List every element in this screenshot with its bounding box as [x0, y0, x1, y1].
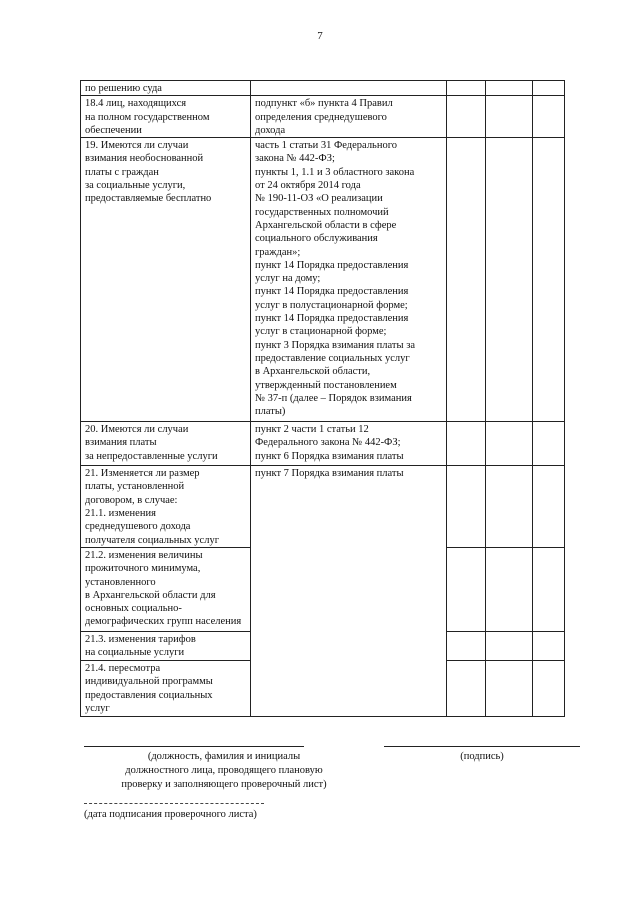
question-cell: 18.4 лиц, находящихся на полном государственном обеспечении — [81, 96, 251, 138]
question-cell: 21.2. изменения величины прожиточного минимума, установленного в Архангельской области для основных социально- демографических групп населения — [81, 547, 251, 631]
answer-yes-cell[interactable] — [447, 96, 486, 138]
table-row — [81, 138, 565, 422]
answer-na-cell[interactable] — [533, 466, 565, 548]
checklist-table — [80, 80, 565, 717]
answer-yes-cell[interactable] — [447, 466, 486, 548]
table-row — [81, 81, 565, 96]
answer-no-cell[interactable] — [486, 138, 533, 422]
reference-cell — [251, 81, 447, 96]
question-cell: 21. Изменяется ли размер платы, установленной договором, в случае: 21.1. изменения среднедушевого дохода получателя социальных услуг — [81, 466, 251, 548]
answer-no-cell[interactable] — [486, 466, 533, 548]
date-caption: (дата подписания проверочного листа) — [84, 809, 257, 820]
answer-yes-cell[interactable] — [447, 138, 486, 422]
question-cell: 21.4. пересмотра индивидуальной программы предоставления социальных услуг — [81, 660, 251, 716]
official-caption: (должность, фамилия и инициалы должностного лица, проводящего плановую проверку и заполняющего проверочный лист) — [121, 751, 327, 790]
reference-cell: пункт 2 части 1 статьи 12 Федерального закона № 442-ФЗ; пункт 6 Порядка взимания платы — [251, 422, 447, 466]
answer-no-cell[interactable] — [486, 631, 533, 660]
table-row — [81, 466, 565, 548]
signature-caption: (подпись) — [460, 751, 504, 762]
answer-na-cell[interactable] — [533, 422, 565, 466]
reference-cell: подпункт «б» пункта 4 Правил определения среднедушевого дохода — [251, 96, 447, 138]
answer-na-cell[interactable] — [533, 660, 565, 716]
reference-cell: пункт 7 Порядка взимания платы — [251, 466, 447, 717]
answer-na-cell[interactable] — [533, 138, 565, 422]
signature-line[interactable] — [384, 746, 580, 747]
answer-yes-cell[interactable] — [447, 631, 486, 660]
date-signature-line[interactable] — [84, 803, 264, 804]
answer-no-cell[interactable] — [486, 96, 533, 138]
answer-na-cell[interactable] — [533, 96, 565, 138]
answer-yes-cell[interactable] — [447, 660, 486, 716]
question-cell: 19. Имеются ли случаи взимания необоснованной платы с граждан за социальные услуги, предоставляемые бесплатно — [81, 138, 251, 422]
page-number: 7 — [317, 30, 323, 42]
table-row — [81, 96, 565, 138]
answer-na-cell[interactable] — [533, 547, 565, 631]
official-signature-line[interactable] — [84, 746, 304, 747]
answer-no-cell[interactable] — [486, 660, 533, 716]
answer-na-cell[interactable] — [533, 81, 565, 96]
reference-cell: часть 1 статьи 31 Федерального закона № 442-ФЗ; пункты 1, 1.1 и 3 областного закона от 24 октября 2014 года № 190-11-ОЗ «О реализации государственных полномочий Архангельской области в сфере социального обслуживания граждан»; пункт 14 Порядка предоставления услуг на дому; пункт 14 Порядка предоставления услуг в полустационарной форме; пункт 14 Порядка предоставления услуг в стационарной форме; пункт 3 Порядка взимания платы за предоставление социальных услуг в Архангельской области, утвержденный постановлением № 37-п (далее – Порядок взимания платы) — [251, 138, 447, 422]
answer-yes-cell[interactable] — [447, 422, 486, 466]
table-row — [81, 422, 565, 466]
answer-na-cell[interactable] — [533, 631, 565, 660]
answer-yes-cell[interactable] — [447, 547, 486, 631]
answer-no-cell[interactable] — [486, 547, 533, 631]
question-cell: 20. Имеются ли случаи взимания платы за непредоставленные услуги — [81, 422, 251, 466]
question-cell: 21.3. изменения тарифов на социальные услуги — [81, 631, 251, 660]
answer-yes-cell[interactable] — [447, 81, 486, 96]
answer-no-cell[interactable] — [486, 81, 533, 96]
question-cell: по решению суда — [81, 81, 251, 96]
answer-no-cell[interactable] — [486, 422, 533, 466]
